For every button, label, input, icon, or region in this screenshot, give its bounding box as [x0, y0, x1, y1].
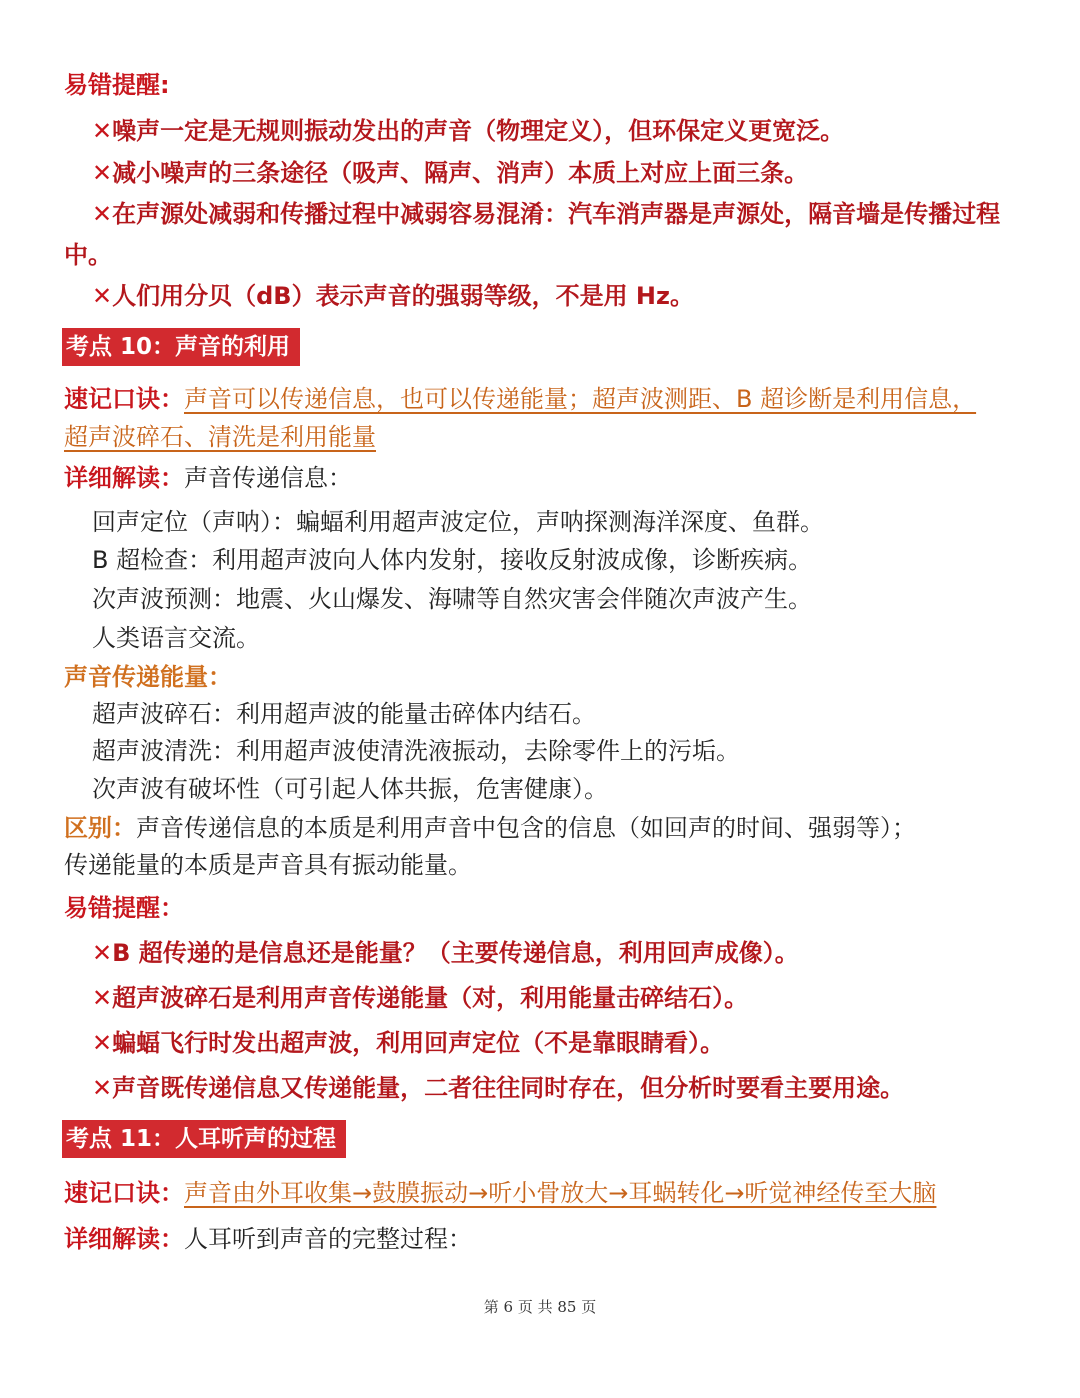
warning-label: 易错提醒:	[64, 71, 170, 99]
difference	[64, 811, 1030, 845]
list-item: 次声波预测：地震、火山爆发、海啸等自然灾害会伴随次声波产生。	[92, 585, 812, 613]
section-badge: 考点 10：声音的利用	[62, 328, 300, 366]
difference-label: 区别：	[64, 814, 136, 842]
warning-item	[92, 981, 1030, 1015]
warning-item-text: 蝙蝠飞行时发出超声波，利用回声定位（不是靠眼睛看）。	[112, 1029, 725, 1057]
detail-label: 详细解读：	[64, 1225, 184, 1253]
warning-item-text: 人们用分贝（dB）表示声音的强弱等级，不是用 Hz。	[112, 282, 694, 310]
energy-heading: 声音传递能量：	[64, 663, 232, 691]
cross-icon: ✕	[92, 282, 113, 310]
list-item: 次声波有破坏性（可引起人体共振，危害健康）。	[92, 775, 608, 803]
section-badge: 考点 11：人耳听声的过程	[62, 1120, 346, 1158]
mnemonic-text: 超声波碎石、清洗是利用能量	[64, 423, 376, 451]
warning-item-text: 噪声一定是无规则振动发出的声音（物理定义），但环保定义更宽泛。	[112, 117, 845, 145]
cross-icon: ✕	[92, 939, 113, 967]
detail	[64, 1222, 1030, 1256]
page-number: 第 6 页 共 85 页	[483, 1298, 597, 1316]
cross-icon: ✕	[92, 117, 113, 145]
warning-item	[92, 1071, 1030, 1105]
warning-item	[92, 279, 1030, 313]
warning-item-text: 超声波碎石是利用声音传递能量（对，利用能量击碎结石）。	[112, 984, 749, 1012]
detail-label: 详细解读：	[64, 464, 184, 492]
detail	[64, 461, 1030, 495]
difference-text: 声音传递信息的本质是利用声音中包含的信息（如回声的时间、强弱等）；	[136, 814, 916, 842]
difference-continuation: 传递能量的本质是声音具有振动能量。	[64, 851, 472, 879]
cross-icon: ✕	[92, 1074, 113, 1102]
cross-icon: ✕	[92, 159, 113, 187]
list-item: 超声波清洗：利用超声波使清洗液振动，去除零件上的污垢。	[92, 737, 740, 765]
mnemonic-label: 速记口诀：	[64, 385, 184, 413]
mnemonic	[64, 382, 1030, 416]
mnemonic	[64, 1176, 1030, 1210]
list-item: 回声定位（声呐）：蝙蝠利用超声波定位，声呐探测海洋深度、鱼群。	[92, 508, 824, 536]
warning-item-text: 减小噪声的三条途径（吸声、隔声、消声）本质上对应上面三条。	[112, 159, 809, 187]
warning-item-text: B 超传递的是信息还是能量？（主要传递信息，利用回声成像）。	[112, 939, 799, 967]
warning-label: 易错提醒：	[64, 894, 184, 922]
list-item: 超声波碎石：利用超声波的能量击碎体内结石。	[92, 700, 596, 728]
warning-item	[92, 936, 1030, 970]
mnemonic-text: 声音由外耳收集→鼓膜振动→听小骨放大→耳蜗转化→听觉神经传至大脑	[184, 1179, 937, 1207]
cross-icon: ✕	[92, 200, 113, 228]
detail-heading: 声音传递信息：	[184, 464, 352, 492]
mnemonic-text: 声音可以传递信息，也可以传递能量；超声波测距、B 超诊断是利用信息，	[184, 385, 977, 413]
warning-item-text: 在声源处减弱和传播过程中减弱容易混淆：汽车消声器是声源处，隔音墙是传播过程	[112, 200, 1001, 228]
warning-item	[92, 114, 1030, 148]
warning-item	[92, 156, 1030, 190]
cross-icon: ✕	[92, 984, 113, 1012]
list-item: 人类语言交流。	[92, 624, 260, 652]
cross-icon: ✕	[92, 1029, 113, 1057]
mnemonic-label: 速记口诀：	[64, 1179, 184, 1207]
warning-item-continuation: 中。	[64, 241, 112, 269]
warning-item	[92, 197, 1030, 231]
detail-text: 人耳听到声音的完整过程：	[184, 1225, 472, 1253]
warning-item	[92, 1026, 1030, 1060]
list-item: B 超检查：利用超声波向人体内发射，接收反射波成像，诊断疾病。	[92, 546, 813, 574]
mnemonic-continuation	[64, 420, 1030, 454]
warning-item-text: 声音既传递信息又传递能量，二者往往同时存在，但分析时要看主要用途。	[112, 1074, 905, 1102]
